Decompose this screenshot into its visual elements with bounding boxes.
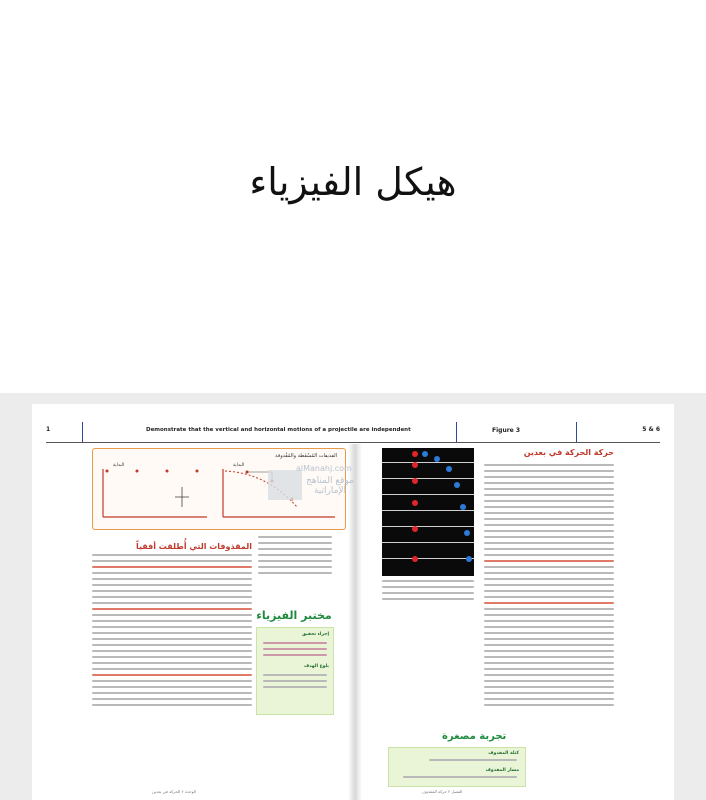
right-text-block	[484, 464, 614, 710]
watermark-site: alManahj.com	[296, 464, 352, 473]
figure-label: Figure 3	[492, 427, 521, 434]
right-heading: حركة الحركة في بعدين	[523, 448, 614, 457]
header-divider	[456, 422, 457, 442]
objective-text: Demonstrate that the vertical and horizontal motions of a projectile are independent	[146, 427, 411, 433]
left-page-number: 1	[46, 426, 51, 433]
lab-procedure: إجراء تحقيق	[301, 632, 329, 637]
header-divider	[576, 422, 577, 442]
stroboscopic-photo	[382, 448, 474, 576]
experiment-item2: مسار المقذوف	[485, 768, 519, 773]
figure-caption: القذيفات المُسْقَطة والمُقْذوفة	[275, 453, 337, 459]
header-rule	[46, 442, 660, 443]
experiment-item1: كتلة المقذوف	[488, 751, 519, 756]
right-margin-strip	[632, 464, 640, 764]
lab-box	[256, 627, 334, 715]
start-label-left: البداية	[113, 463, 125, 468]
watermark-logo	[268, 470, 302, 500]
header-divider	[82, 422, 83, 442]
left-side-text	[258, 536, 332, 578]
experiment-title: تجربة مصغرة	[442, 731, 507, 742]
left-margin-strip	[68, 464, 76, 764]
left-text-block	[92, 554, 252, 710]
watermark	[268, 462, 358, 512]
book-header	[46, 422, 660, 442]
start-label-right: البداية	[233, 463, 245, 468]
photo-caption	[382, 580, 474, 604]
slide-top	[0, 0, 706, 393]
experiment-box	[388, 747, 526, 787]
slide-title: هيكل الفيزياء	[249, 160, 457, 204]
textbook-spread	[32, 404, 674, 800]
watermark-name: موقع المناهج الإماراتية	[306, 476, 354, 496]
right-page-numbers: 5 & 6	[642, 426, 660, 433]
left-heading: المقذوفات التي أُطلقت أفقياً	[136, 542, 252, 551]
right-footer: الفصل ٢ حركة المقذوف	[422, 789, 463, 794]
lab-title: مختبر الفيزياء	[256, 609, 332, 622]
lab-goal: بلوغ الهدف	[303, 664, 329, 669]
left-footer: الوحدة ٢ الحركة في بعدين	[152, 789, 197, 794]
